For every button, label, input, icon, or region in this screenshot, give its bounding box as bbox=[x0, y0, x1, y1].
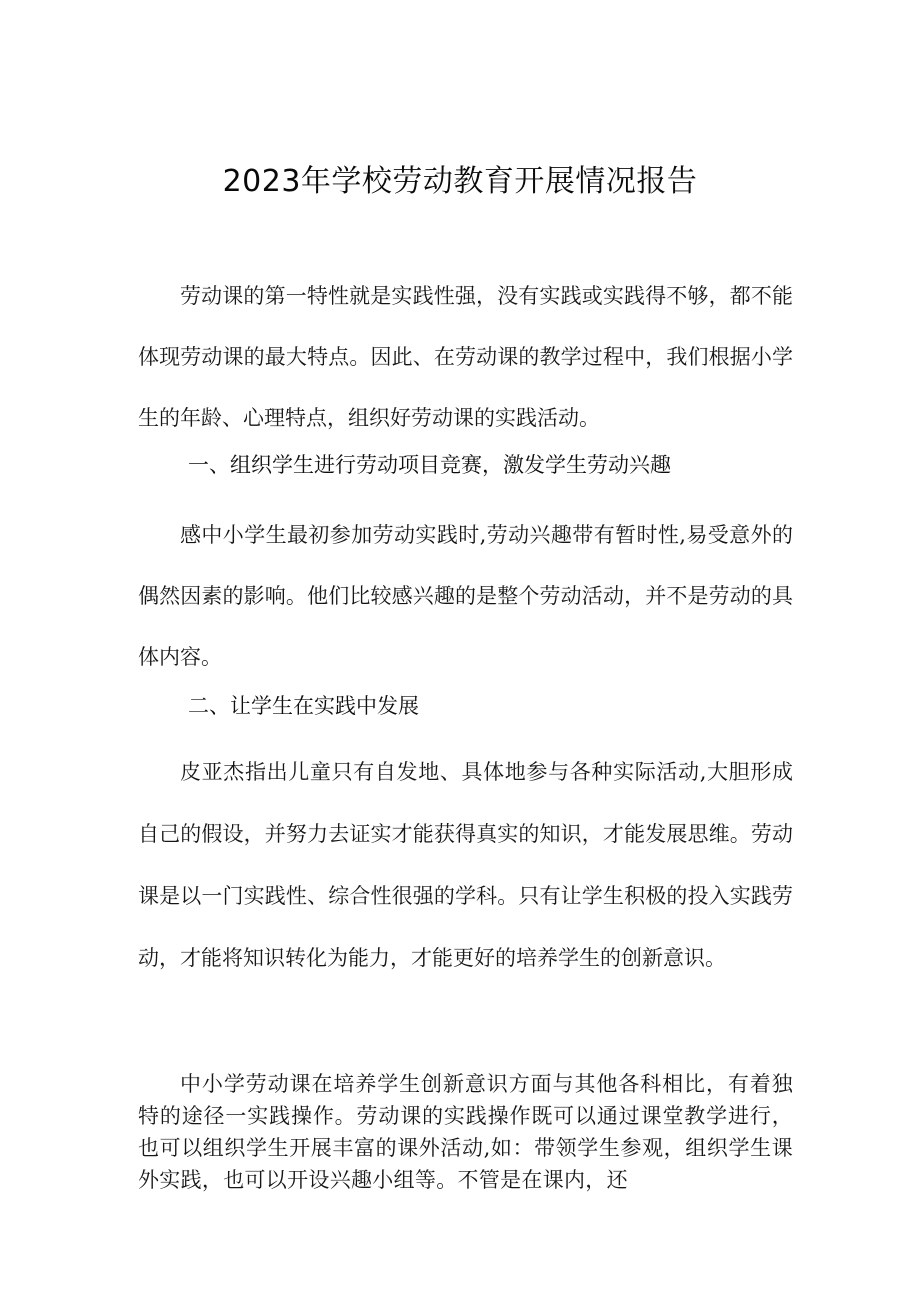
section-1-heading: 一、组织学生进行劳动项目竞赛，激发学生劳动兴趣 bbox=[188, 453, 671, 477]
section-2-paragraph: 皮亚杰指出儿童只有自发地、具体地参与各种实际活动,大胆形成自己的假设，并努力去证实才能获得真实的知识，才能发展思维。劳动课是以一门实践性、综合性很强的学科。只有让学生积极的投入实践劳动，才能将知识转化为能力，才能更好的培养学生的创新意识。 bbox=[138, 760, 793, 970]
section-2-paragraph-continued: 中小学劳动课在培养学生创新意识方面与其他各科相比，有着独特的途径一实践操作。劳动课的实践操作既可以通过课堂教学进行，也可以组织学生开展丰富的课外活动,如：带领学生参观，组织学生课外实践，也可以开设兴趣小组等。不管是在课内，还 bbox=[138, 1072, 793, 1192]
section-2-heading: 二、让学生在实践中发展 bbox=[188, 694, 419, 718]
document-title: 2023年学校劳动教育开展情况报告 bbox=[222, 164, 698, 199]
intro-paragraph: 劳动课的第一特性就是实践性强，没有实践或实践得不够，都不能体现劳动课的最大特点。因此、在劳动课的教学过程中，我们根据小学生的年龄、心理特点，组织好劳动课的实践活动。 bbox=[138, 284, 793, 430]
section-1-paragraph: 感中小学生最初参加劳动实践时,劳动兴趣带有暂时性,易受意外的偶然因素的影响。他们比较感兴趣的是整个劳动活动，并不是劳动的具体内容。 bbox=[138, 523, 793, 669]
